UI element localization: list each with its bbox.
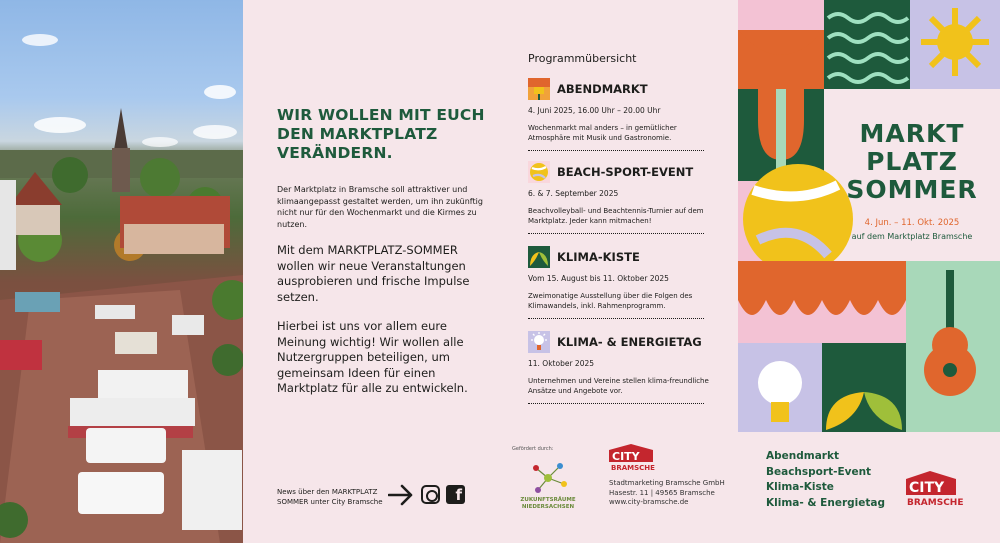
cover-date: 4. Jun. – 11. Okt. 2025 xyxy=(864,218,960,228)
facebook-icon[interactable]: f xyxy=(446,485,465,504)
logo-city-text: CITY xyxy=(909,480,945,496)
cover-panel xyxy=(738,0,1000,543)
contact-address: Hasestr. 11 | 49565 Bramsche xyxy=(609,488,715,497)
program-title: Programmübersicht xyxy=(528,52,637,65)
program-item-name: KLIMA- & ENERGIETAG xyxy=(557,335,702,349)
divider xyxy=(528,233,704,234)
program-item-name: BEACH-SPORT-EVENT xyxy=(557,165,694,179)
list-item: Klima- & Energietag xyxy=(766,496,885,509)
intro-headline: WIR WOLLEN MIT EUCH DEN MARKTPLATZ VERÄNDERN. xyxy=(277,106,485,162)
list-item: Klima-Kiste xyxy=(766,481,834,493)
lightbulb-icon xyxy=(528,331,550,353)
cover-title-line2: PLATZ xyxy=(866,147,958,176)
logo-city-text: CITY xyxy=(612,450,640,463)
program-item-date: Vom 15. August bis 11. Oktober 2025 xyxy=(528,274,669,283)
program-item-desc: Unternehmen und Vereine stellen klima-freundliche Ansätze und Angebote vor. xyxy=(528,377,709,395)
arrow-right-icon xyxy=(388,484,414,506)
leaves-icon xyxy=(528,246,550,268)
intro-text-marktplatz-sommer: Mit dem MARKTPLATZ-SOMMER wollen wir neue Veranstaltungen ausprobieren und frische Impulse setzen. xyxy=(277,243,470,304)
divider xyxy=(528,318,704,319)
instagram-icon[interactable] xyxy=(421,485,440,504)
contact-company: Stadtmarketing Bramsche GmbH xyxy=(609,479,725,487)
city-bramsche-logo-small xyxy=(609,444,661,476)
wine-glass-icon xyxy=(528,78,550,100)
funded-by-label: Gefördert durch: xyxy=(512,446,554,452)
city-logo-mark-large xyxy=(904,471,966,507)
cover-place: auf dem Marktplatz Bramsche xyxy=(851,232,973,241)
cover-title xyxy=(824,120,1000,204)
zukunftsraeume-logo xyxy=(508,458,588,498)
zukunftsraeume-logo-text: ZUKUNFTSRÄUME NIEDERSACHSEN xyxy=(520,497,576,510)
program-item-desc: Zweimonatige Ausstellung über die Folgen des Klimawandels, inkl. Rahmenprogramm. xyxy=(528,292,693,310)
logo-town-text: BRAMSCHE xyxy=(611,464,655,472)
intro-text-small: Der Marktplatz in Bramsche soll attraktiver und klimaangepasst gestaltet werden, um ihn zukünftig nicht nur für den Wochenmarkt und die Kirmes zu nutzen. xyxy=(277,185,483,229)
program-item-desc: Wochenmarkt mal anders – in gemütlicher Atmosphäre mit Musik und Gastronomie. xyxy=(528,124,677,142)
contact-block xyxy=(609,479,725,508)
list-item: Beachsport-Event xyxy=(766,465,872,478)
city-bramsche-logo xyxy=(904,471,966,511)
cover-title-line1: MARKT xyxy=(859,119,965,148)
program-item-name: ABENDMARKT xyxy=(557,82,648,96)
contact-web[interactable]: www.city-bramsche.de xyxy=(609,498,689,506)
cover-event-list xyxy=(766,449,885,511)
program-item-name: KLIMA-KISTE xyxy=(557,250,640,264)
divider xyxy=(528,403,704,404)
list-item: Abendmarkt xyxy=(766,450,839,462)
cover-title-line3: SOMMER xyxy=(846,175,978,204)
program-item-date: 6. & 7. September 2025 xyxy=(528,189,619,198)
program-item-date: 11. Oktober 2025 xyxy=(528,359,595,368)
program-item-desc: Beachvolleyball- und Beachtennis-Turnier auf dem Marktplatz. Jeder kann mitmachen! xyxy=(528,207,704,225)
city-logo-mark xyxy=(609,444,661,472)
volleyball-icon xyxy=(528,161,550,183)
logo-town-text: BRAMSCHE xyxy=(907,498,964,507)
intro-panel xyxy=(243,0,498,543)
program-panel xyxy=(498,0,738,543)
intro-text-meinung: Hierbei ist uns vor allem eure Meinung wichtig! Wir wollen alle Nutzergruppen beteiligen, um gemeinsam Ideen für einen Marktplatz für alle zu entwickeln. xyxy=(277,319,468,395)
program-item-date: 4. Juni 2025, 16.00 Uhr – 20.00 Uhr xyxy=(528,106,661,115)
news-hint: News über den MARKTPLATZ SOMMER unter City Bramsche xyxy=(277,488,383,506)
marketplace-aerial-photo xyxy=(0,0,243,543)
divider xyxy=(528,150,704,151)
aerial-photo-illustration xyxy=(0,0,243,543)
cover-graphic-grid xyxy=(738,0,1000,432)
